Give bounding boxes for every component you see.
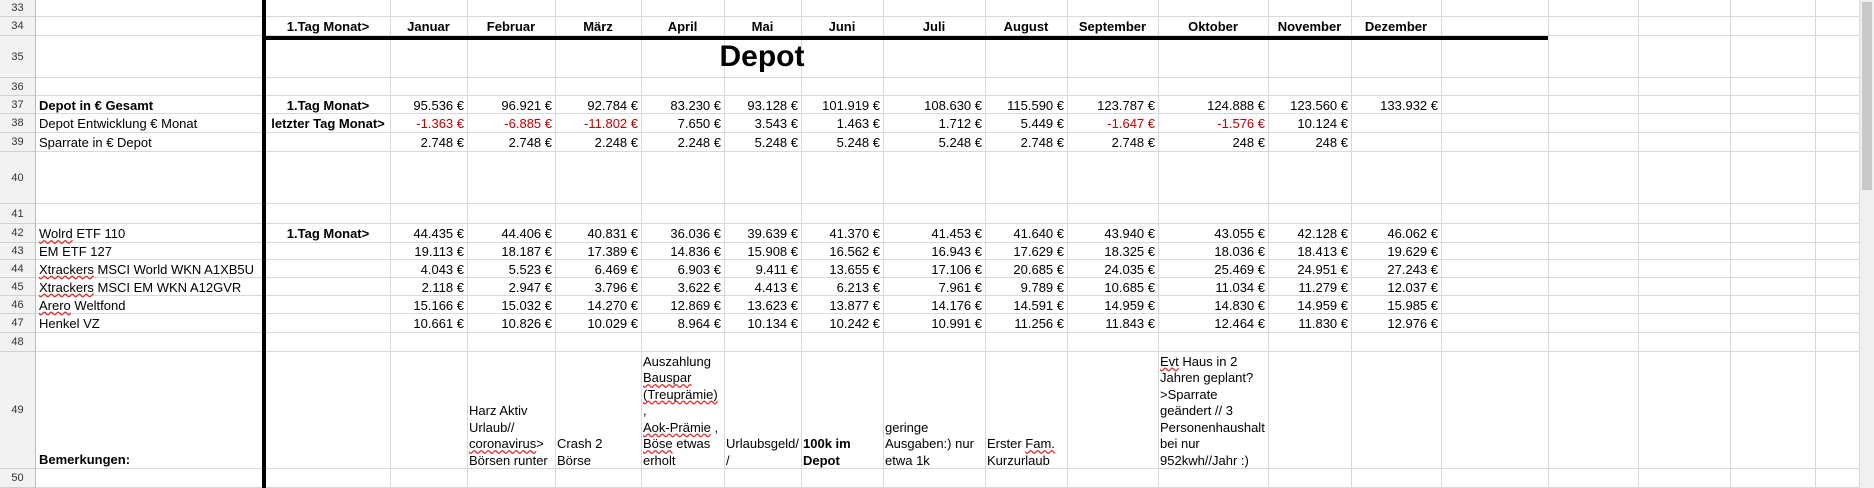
note-juli[interactable]: geringe Ausgaben:) nur etwa 1k: [885, 419, 974, 468]
grid-col-line: [1548, 0, 1549, 488]
value-cell[interactable]: 248 €: [1315, 135, 1348, 150]
value-cell[interactable]: 2.748 €: [420, 135, 464, 150]
value-cell[interactable]: 36.036 €: [670, 226, 721, 241]
value-cell[interactable]: -1.363 €: [416, 116, 464, 131]
holding-name-part: Xtrackers: [39, 261, 94, 277]
grid-row: [36, 333, 1860, 352]
value-cell[interactable]: 2.947 €: [508, 279, 552, 295]
value-cell[interactable]: 5.248 €: [754, 135, 798, 150]
row-header-44[interactable]: 44: [0, 260, 36, 278]
holding-name-part: ETF 110: [72, 226, 126, 241]
value-cell[interactable]: 13.655 €: [829, 261, 880, 277]
vertical-scrollbar[interactable]: [1859, 0, 1874, 488]
row-header-50[interactable]: 50: [0, 469, 36, 488]
value-cell[interactable]: -1.647 €: [1107, 116, 1155, 131]
value-cell[interactable]: 14.959 €: [1104, 297, 1155, 313]
row-header-34[interactable]: 34: [0, 17, 36, 36]
value-cell[interactable]: 2.748 €: [508, 135, 552, 150]
value-cell[interactable]: 15.908 €: [747, 244, 798, 259]
month-header[interactable]: Januar: [407, 19, 450, 34]
value-cell[interactable]: 24.035 €: [1104, 261, 1155, 277]
holding-name-part: Weltfond: [70, 297, 126, 313]
value-cell[interactable]: 124.888 €: [1207, 97, 1265, 113]
value-cell[interactable]: 14.270 €: [587, 297, 638, 313]
value-cell[interactable]: 11.256 €: [1014, 316, 1064, 331]
value-cell[interactable]: 24.951 €: [1297, 261, 1348, 277]
grid-row: [36, 204, 1860, 224]
note-oktober[interactable]: Evt Haus in 2 Jahren geplant? >Sparrate geändert // 3 Personenhaushalt bei nur 952kwh//Jahr :): [1160, 353, 1265, 468]
value-cell[interactable]: 3.622 €: [677, 279, 721, 295]
value-cell[interactable]: 12.869 €: [670, 297, 721, 313]
value-cell[interactable]: 83.230 €: [670, 97, 721, 113]
grid-row: [36, 152, 1860, 204]
value-cell[interactable]: 16.943 €: [931, 244, 982, 259]
value-cell[interactable]: 4.043 €: [420, 261, 464, 277]
value-cell[interactable]: 44.435 €: [413, 226, 464, 241]
value-cell[interactable]: 12.976 €: [1387, 316, 1438, 331]
header-tag[interactable]: 1.Tag Monat>: [286, 19, 370, 34]
value-cell[interactable]: 95.536 €: [413, 97, 464, 113]
value-cell[interactable]: 1.463 €: [836, 116, 880, 131]
month-header[interactable]: August: [1003, 19, 1049, 34]
value-cell[interactable]: 248 €: [1232, 135, 1265, 150]
value-cell[interactable]: 15.985 €: [1387, 297, 1438, 313]
holding-name[interactable]: [36, 296, 262, 314]
remarks-label[interactable]: Bemerkungen:: [39, 451, 131, 467]
value-cell[interactable]: 115.590 €: [1007, 97, 1064, 113]
holding-name-part: Xtrackers: [39, 279, 94, 295]
month-header[interactable]: Mai: [751, 19, 774, 34]
value-cell[interactable]: 6.903 €: [677, 261, 721, 277]
holding-name[interactable]: [36, 224, 262, 243]
summary-row-label[interactable]: Depot in € Gesamt: [39, 97, 154, 113]
value-cell[interactable]: 5.523 €: [508, 261, 552, 277]
grid-row: [36, 0, 1860, 17]
holding-name[interactable]: [36, 314, 262, 333]
value-cell[interactable]: 108.630 €: [924, 97, 982, 113]
depot-title[interactable]: Depot: [719, 40, 805, 73]
value-cell[interactable]: 96.921 €: [501, 97, 552, 113]
row-header-42[interactable]: 42: [0, 224, 36, 243]
grid-col-line: [1441, 0, 1442, 488]
value-cell[interactable]: 5.449 €: [1020, 116, 1064, 131]
grid-col-line: [1815, 0, 1816, 488]
summary-row-tag[interactable]: 1.Tag Monat>: [286, 97, 370, 113]
value-cell[interactable]: 10.826 €: [501, 316, 552, 331]
value-cell[interactable]: 46.062 €: [1387, 226, 1438, 241]
value-cell[interactable]: 41.370 €: [829, 226, 880, 241]
value-cell[interactable]: 17.629 €: [1013, 244, 1064, 259]
value-cell[interactable]: 13.623 €: [747, 297, 798, 313]
value-cell[interactable]: 123.560 €: [1290, 97, 1348, 113]
value-cell[interactable]: 5.248 €: [836, 135, 880, 150]
holding-name-part: EM ETF 127: [39, 244, 112, 259]
value-cell[interactable]: 2.748 €: [1020, 135, 1064, 150]
value-cell[interactable]: 5.248 €: [938, 135, 982, 150]
grid-col-line: [1638, 0, 1639, 488]
value-cell[interactable]: 18.413 €: [1297, 244, 1348, 259]
holding-name-part: Arero: [39, 297, 71, 313]
value-cell[interactable]: [1351, 114, 1441, 133]
summary-row-label[interactable]: Sparrate in € Depot: [39, 135, 152, 150]
row-header-35[interactable]: 35: [0, 36, 36, 78]
value-cell[interactable]: 11.279 €: [1298, 279, 1348, 295]
value-cell[interactable]: 10.661 €: [413, 316, 464, 331]
holding-name[interactable]: [36, 260, 262, 278]
value-cell[interactable]: 10.242 €: [829, 316, 880, 331]
value-cell[interactable]: 6.469 €: [594, 261, 638, 277]
row-header-48[interactable]: 48: [0, 333, 36, 352]
value-cell[interactable]: 3.796 €: [594, 279, 638, 295]
note-februar[interactable]: Harz Aktiv Urlaub// coronavirus> Börsen runter: [469, 403, 548, 468]
value-cell[interactable]: 10.991 €: [931, 316, 982, 331]
thick-border-horizontal: [262, 36, 1548, 40]
value-cell[interactable]: 13.877 €: [829, 297, 880, 313]
month-header[interactable]: Dezember: [1364, 19, 1428, 34]
value-cell[interactable]: 19.113 €: [414, 244, 464, 259]
month-header[interactable]: Februar: [486, 19, 536, 34]
value-cell[interactable]: 1.712 €: [938, 116, 982, 131]
value-cell[interactable]: 43.055 €: [1214, 226, 1265, 241]
value-cell[interactable]: 11.830 €: [1298, 316, 1348, 331]
value-cell[interactable]: 7.650 €: [677, 116, 721, 131]
value-cell[interactable]: 11.843 €: [1105, 316, 1155, 331]
value-cell[interactable]: 9.789 €: [1020, 279, 1064, 295]
value-cell[interactable]: 16.562 €: [829, 244, 880, 259]
row-header-43[interactable]: 43: [0, 243, 36, 260]
value-cell[interactable]: 41.640 €: [1013, 226, 1064, 241]
value-cell[interactable]: 15.166 €: [413, 297, 464, 313]
value-cell[interactable]: 10.134 €: [747, 316, 798, 331]
row-header-36[interactable]: 36: [0, 78, 36, 96]
value-cell[interactable]: 18.036 €: [1214, 244, 1265, 259]
value-cell[interactable]: 7.961 €: [938, 279, 982, 295]
note-mai[interactable]: Urlaubsgeld/ /: [726, 436, 799, 468]
value-cell[interactable]: 9.411 €: [755, 261, 798, 277]
holding-name-part: MSCI EM WKN A12GVR: [93, 279, 242, 295]
value-cell[interactable]: 8.964 €: [677, 316, 721, 331]
month-header[interactable]: Juni: [828, 19, 856, 34]
value-cell[interactable]: 11.034 €: [1215, 279, 1265, 295]
value-cell[interactable]: 43.940 €: [1104, 226, 1155, 241]
scrollbar-thumb[interactable]: [1862, 2, 1872, 190]
value-cell[interactable]: 101.919 €: [822, 97, 880, 113]
thick-border-vertical: [262, 0, 266, 488]
value-cell[interactable]: -11.802 €: [584, 116, 638, 131]
value-cell[interactable]: 92.784 €: [587, 97, 638, 113]
row-header-46[interactable]: 46: [0, 296, 36, 314]
value-cell[interactable]: 40.831 €: [587, 226, 638, 241]
value-cell[interactable]: 133.932 €: [1380, 97, 1438, 113]
grid-row: [36, 469, 1860, 488]
value-cell[interactable]: 10.029 €: [587, 316, 638, 331]
value-cell[interactable]: 25.469 €: [1214, 261, 1265, 277]
value-cell[interactable]: 10.124 €: [1297, 116, 1348, 131]
value-cell[interactable]: 39.639 €: [747, 226, 798, 241]
value-cell[interactable]: 14.836 €: [670, 244, 721, 259]
value-cell[interactable]: [1351, 133, 1441, 152]
value-cell[interactable]: 41.453 €: [931, 226, 982, 241]
value-cell[interactable]: 42.128 €: [1297, 226, 1348, 241]
value-cell[interactable]: 14.830 €: [1214, 297, 1265, 313]
month-header[interactable]: Juli: [922, 19, 946, 34]
value-cell[interactable]: 12.037 €: [1387, 279, 1438, 295]
row-header-45[interactable]: 45: [0, 278, 36, 296]
holding-name-part: Henkel VZ: [39, 316, 100, 331]
value-cell[interactable]: 17.106 €: [931, 261, 982, 277]
value-cell[interactable]: 18.187 €: [501, 244, 552, 259]
row-header-41[interactable]: 41: [0, 204, 36, 224]
value-cell[interactable]: 2.748 €: [1111, 135, 1155, 150]
note-maerz[interactable]: Crash 2 Börse: [557, 436, 603, 468]
holding-name-part: Wolrd: [39, 226, 73, 241]
month-header[interactable]: November: [1277, 19, 1342, 34]
summary-row-label[interactable]: Depot Entwicklung € Monat: [39, 116, 198, 131]
holdings-tag[interactable]: 1.Tag Monat>: [286, 226, 370, 241]
summary-row-tag[interactable]: letzter Tag Monat>: [271, 116, 385, 131]
value-cell[interactable]: 27.243 €: [1387, 261, 1438, 277]
value-cell[interactable]: 2.248 €: [594, 135, 638, 150]
note-april[interactable]: Auszahlung Bauspar (Treuprämie) , Aok-Prämie , Böse etwas erholt: [643, 353, 719, 468]
value-cell[interactable]: -6.885 €: [504, 116, 552, 131]
value-cell[interactable]: 6.213 €: [836, 279, 880, 295]
grid-row: [36, 78, 1860, 96]
row-header-39[interactable]: 39: [0, 133, 36, 152]
value-cell[interactable]: 123.787 €: [1097, 97, 1155, 113]
value-cell[interactable]: 2.248 €: [677, 135, 721, 150]
value-cell[interactable]: 14.959 €: [1297, 297, 1348, 313]
grid-row: [36, 36, 1860, 78]
summary-row-tag[interactable]: [266, 133, 390, 152]
value-cell[interactable]: 20.685 €: [1013, 261, 1064, 277]
value-cell[interactable]: 3.543 €: [754, 116, 798, 131]
month-header[interactable]: April: [667, 19, 698, 34]
holding-name[interactable]: [36, 278, 262, 296]
value-cell[interactable]: 19.629 €: [1387, 244, 1438, 259]
value-cell[interactable]: 14.176 €: [931, 297, 982, 313]
row-header-38[interactable]: 38: [0, 114, 36, 133]
month-header[interactable]: März: [583, 19, 613, 34]
value-cell[interactable]: 18.325 €: [1104, 244, 1155, 259]
note-juni[interactable]: 100k im Depot: [803, 436, 851, 468]
month-header[interactable]: September: [1078, 19, 1147, 34]
month-header[interactable]: Oktober: [1188, 19, 1238, 34]
grid-col-line: [1730, 0, 1731, 488]
value-cell[interactable]: 10.685 €: [1104, 279, 1155, 295]
holding-name[interactable]: [36, 243, 262, 260]
row-header-37[interactable]: 37: [0, 96, 36, 114]
value-cell[interactable]: 14.591 €: [1013, 297, 1064, 313]
value-cell[interactable]: 4.413 €: [754, 279, 798, 295]
row-header-33[interactable]: 33: [0, 0, 36, 17]
row-header-47[interactable]: 47: [0, 314, 36, 333]
row-header-49[interactable]: 49: [0, 352, 36, 469]
value-cell[interactable]: -1.576 €: [1217, 116, 1265, 131]
value-cell[interactable]: 15.032 €: [501, 297, 552, 313]
holding-name-part: MSCI World WKN A1XB5U: [93, 261, 255, 277]
value-cell[interactable]: 44.406 €: [501, 226, 552, 241]
value-cell[interactable]: 12.464 €: [1214, 316, 1265, 331]
value-cell[interactable]: 93.128 €: [747, 97, 798, 113]
value-cell[interactable]: 17.389 €: [587, 244, 638, 259]
value-cell[interactable]: 2.118 €: [421, 279, 464, 295]
note-august[interactable]: Erster Fam. Kurzurlaub: [987, 436, 1055, 468]
row-header-40[interactable]: 40: [0, 152, 36, 204]
